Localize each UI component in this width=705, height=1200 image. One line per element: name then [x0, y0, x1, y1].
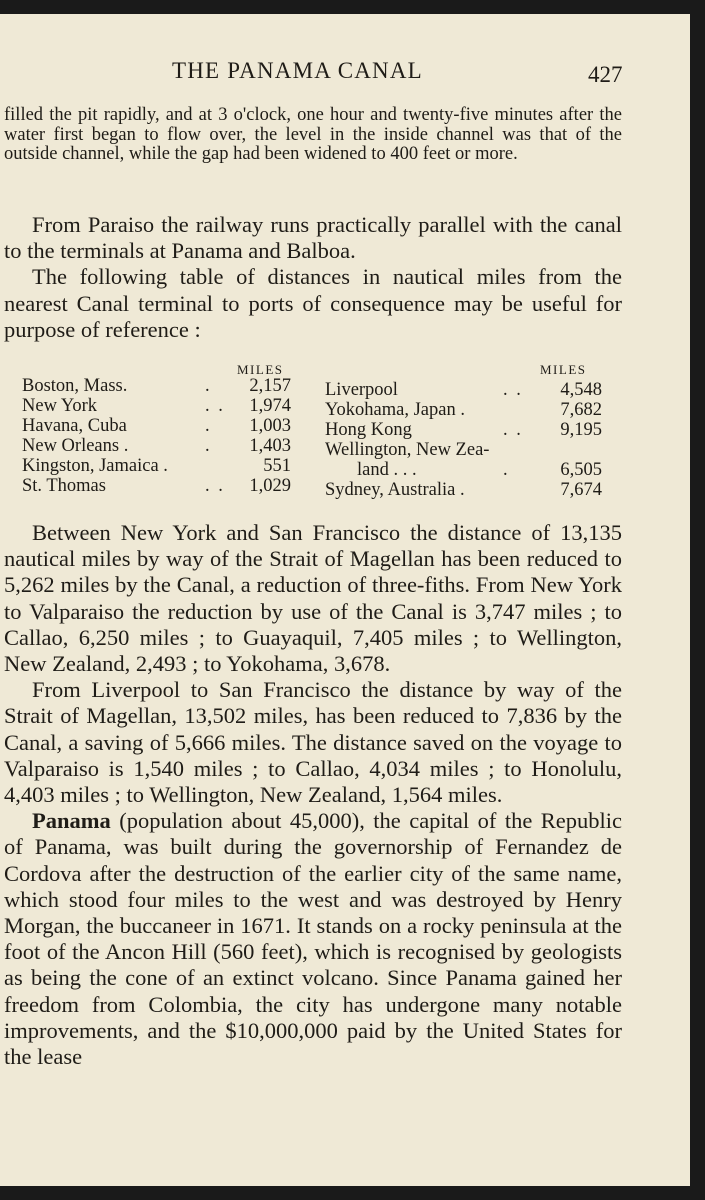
leader-dots: . .	[205, 476, 225, 496]
port-name: New Orleans .	[22, 436, 129, 456]
table-row	[22, 476, 297, 496]
port-name: New York	[22, 396, 98, 416]
panama-paragraph	[4, 808, 622, 1070]
port-name: Boston, Mass.	[22, 376, 128, 396]
intro-block	[4, 106, 622, 165]
leader-dots: .	[205, 416, 212, 436]
port-name: Hong Kong	[325, 420, 412, 440]
leader-dots: .	[205, 376, 212, 396]
miles-header-left: MILES	[237, 362, 284, 377]
page-header	[0, 58, 690, 88]
port-miles: 9,195	[560, 420, 602, 440]
port-name: Yokohama, Japan .	[325, 400, 465, 420]
leader-dots: .	[503, 460, 510, 480]
table-intro-paragraph: The following table of distances in nautical miles from the nearest Canal terminal to ports of consequence may be useful for purpose of reference :	[4, 264, 622, 342]
intro-paragraph: filled the pit rapidly, and at 3 o'clock, one hour and twenty-five minutes after the water first began to flow over, the level in the inside channel was that of the outside channel, while the gap had been widened to 400 feet or more.	[4, 105, 622, 164]
leader-dots: . .	[503, 380, 523, 400]
miles-header-right: MILES	[540, 362, 587, 377]
port-name: Wellington, New Zea-	[325, 440, 490, 460]
port-name: land . . .	[357, 460, 417, 480]
table-row	[22, 416, 297, 436]
railway-block	[4, 212, 622, 343]
port-miles: 6,505	[560, 460, 602, 480]
table-row	[325, 380, 602, 400]
railway-paragraph: From Paraiso the railway runs practically parallel with the canal to the terminals at Panama and Balboa.	[4, 212, 622, 264]
table-row	[22, 456, 297, 476]
table-row	[22, 396, 297, 416]
table-row	[325, 440, 602, 460]
leader-dots: .	[205, 436, 212, 456]
running-title: THE PANAMA CANAL	[172, 58, 423, 83]
table-row	[22, 376, 297, 396]
leader-dots: . .	[503, 420, 523, 440]
port-name: Sydney, Australia .	[325, 480, 465, 500]
port-miles: 551	[263, 456, 291, 476]
port-name: Liverpool	[325, 380, 398, 400]
port-miles: 7,674	[560, 480, 602, 500]
port-miles: 7,682	[560, 400, 602, 420]
liverpool-paragraph: From Liverpool to San Francisco the distance by way of the Strait of Magellan, 13,502 miles, has been reduced to 7,836 by the Canal, a saving of 5,666 miles. The distance saved on the voyage to Valparaiso is 1,540 miles ; to Callao, 4,034 miles ; to Honolulu, 4,403 miles ; to Wellington, New Zealand, 1,564 miles.	[4, 677, 622, 808]
table-row	[325, 460, 602, 480]
page-number: 427	[588, 62, 623, 87]
panama-paragraph-text: (population about 45,000), the capital of the Republic of Panama, was built during the governorship of Fernandez de Cordova after the destruction of the earlier city of the same name, which stood four miles to the west and was destroyed by Henry Morgan, the buccaneer in 1671. It stands on a rocky peninsula at the foot of the Ancon Hill (560 feet), which is recognised by geologists as being the cone of an extinct volcano. Since Panama gained her freedom from Colombia, the city has undergone many notable improvements, and the $10,000,000 paid by the United States for the lease	[4, 808, 622, 1070]
new-york-paragraph: Between New York and San Francisco the distance of 13,135 nautical miles by way of the Strait of Magellan has been reduced to 5,262 miles by the Canal, a reduction of three-fiths. From New York to Valparaiso the reduction by use of the Canal is 3,747 miles ; to Callao, 6,250 miles ; to Guayaquil, 7,405 miles ; to Wellington, New Zealand, 2,493 ; to Yokohama, 3,678.	[4, 520, 622, 677]
port-miles: 1,974	[249, 396, 291, 416]
port-miles: 1,403	[249, 436, 291, 456]
port-name: Havana, Cuba	[22, 416, 127, 436]
port-miles: 1,029	[249, 476, 291, 496]
port-miles: 4,548	[560, 380, 602, 400]
port-miles: 2,157	[249, 376, 291, 396]
panama-lead-word: Panama	[32, 808, 111, 834]
distances-block	[4, 520, 622, 1070]
table-row	[325, 400, 602, 420]
table-row	[22, 436, 297, 456]
port-name: Kingston, Jamaica .	[22, 456, 168, 476]
table-row	[325, 420, 602, 440]
table-row	[325, 480, 602, 500]
leader-dots: . .	[205, 396, 225, 416]
port-name: St. Thomas	[22, 476, 106, 496]
book-page	[0, 14, 690, 1186]
port-miles: 1,003	[249, 416, 291, 436]
